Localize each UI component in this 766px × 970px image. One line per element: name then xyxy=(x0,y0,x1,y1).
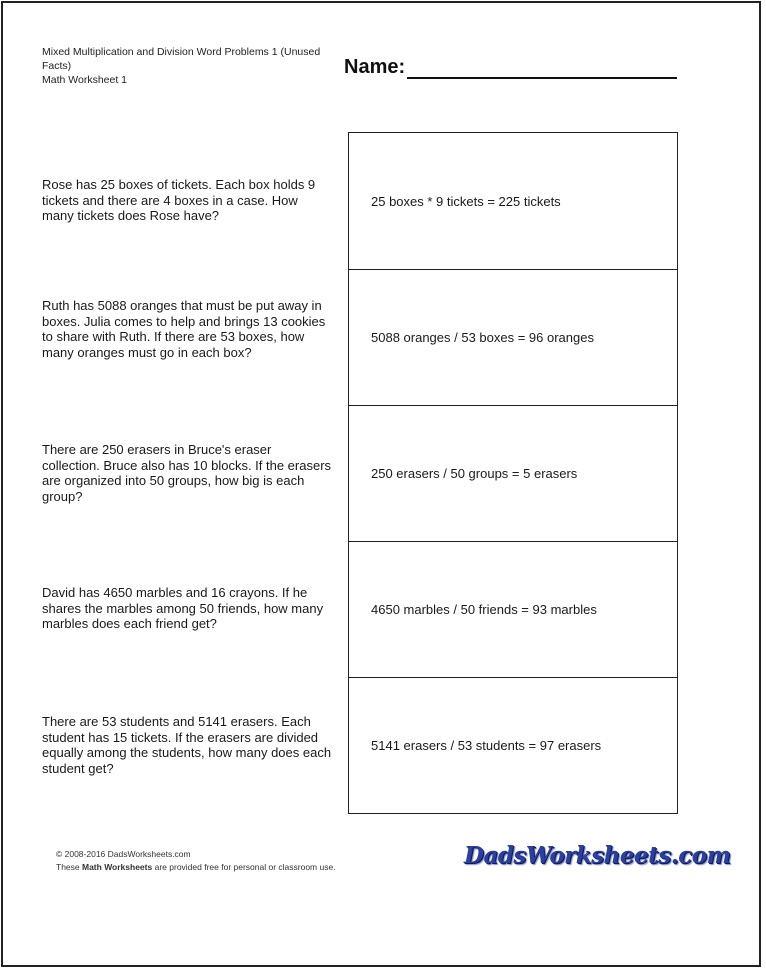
question-3: There are 250 erasers in Bruce's eraser collection. Bruce also has 10 blocks. If the erasers are organized into 50 groups, how big is each group? xyxy=(42,442,332,504)
question-2: Ruth has 5088 oranges that must be put away in boxes. Julia comes to help and brings 13 cookies to share with Ruth. If there are 53 boxes, how many oranges must go in each box? xyxy=(42,298,326,360)
worksheet-title xyxy=(42,45,332,87)
answer-box-2 xyxy=(349,269,677,405)
math-worksheets-link[interactable]: Math Worksheets xyxy=(82,862,153,872)
footer xyxy=(56,848,336,874)
answer-text-5: 5141 erasers / 53 students = 97 erasers xyxy=(371,738,602,753)
answer-box-1 xyxy=(349,133,677,269)
question-4: David has 4650 marbles and 16 crayons. If he shares the marbles among 50 friends, how many marbles does each friend get? xyxy=(42,585,324,631)
title-line-1: Mixed Multiplication and Division Word Problems 1 (Unused xyxy=(42,46,321,58)
logo-wordmark: DadsWorksheets.com xyxy=(464,842,731,869)
name-label: Name: xyxy=(344,56,406,78)
answer-box-5 xyxy=(349,677,677,813)
answer-box-4 xyxy=(349,541,677,677)
answer-text-1: 25 boxes * 9 tickets = 225 tickets xyxy=(371,193,561,209)
name-field xyxy=(344,56,677,79)
answer-column xyxy=(348,132,678,814)
answer-text-3: 250 erasers / 50 groups = 5 erasers xyxy=(371,466,578,481)
worksheet-subtitle: Math Worksheet 1 xyxy=(42,74,128,86)
footer-suffix: are provided free for personal or classroom use. xyxy=(154,862,336,872)
answer-text-2: 5088 oranges / 53 boxes = 96 oranges xyxy=(371,330,594,345)
question-5: There are 53 students and 5141 erasers. Each student has 15 tickets. If the erasers are divided equally among the students, how many does each student get? xyxy=(42,714,332,776)
footer-prefix: These xyxy=(56,862,80,872)
dadsworksheets-logo xyxy=(464,838,731,874)
answer-text-4: 4650 marbles / 50 friends = 93 marbles xyxy=(371,602,597,617)
footer-usage-line xyxy=(56,861,336,874)
name-blank-line xyxy=(407,59,677,79)
answer-box-3 xyxy=(349,405,677,541)
copyright-text: © 2008-2016 DadsWorksheets.com xyxy=(56,849,191,859)
question-1: Rose has 25 boxes of tickets. Each box holds 9 tickets and there are 4 boxes in a case. How many tickets does Rose have? xyxy=(42,177,316,223)
title-line-2: Facts) xyxy=(42,60,72,72)
